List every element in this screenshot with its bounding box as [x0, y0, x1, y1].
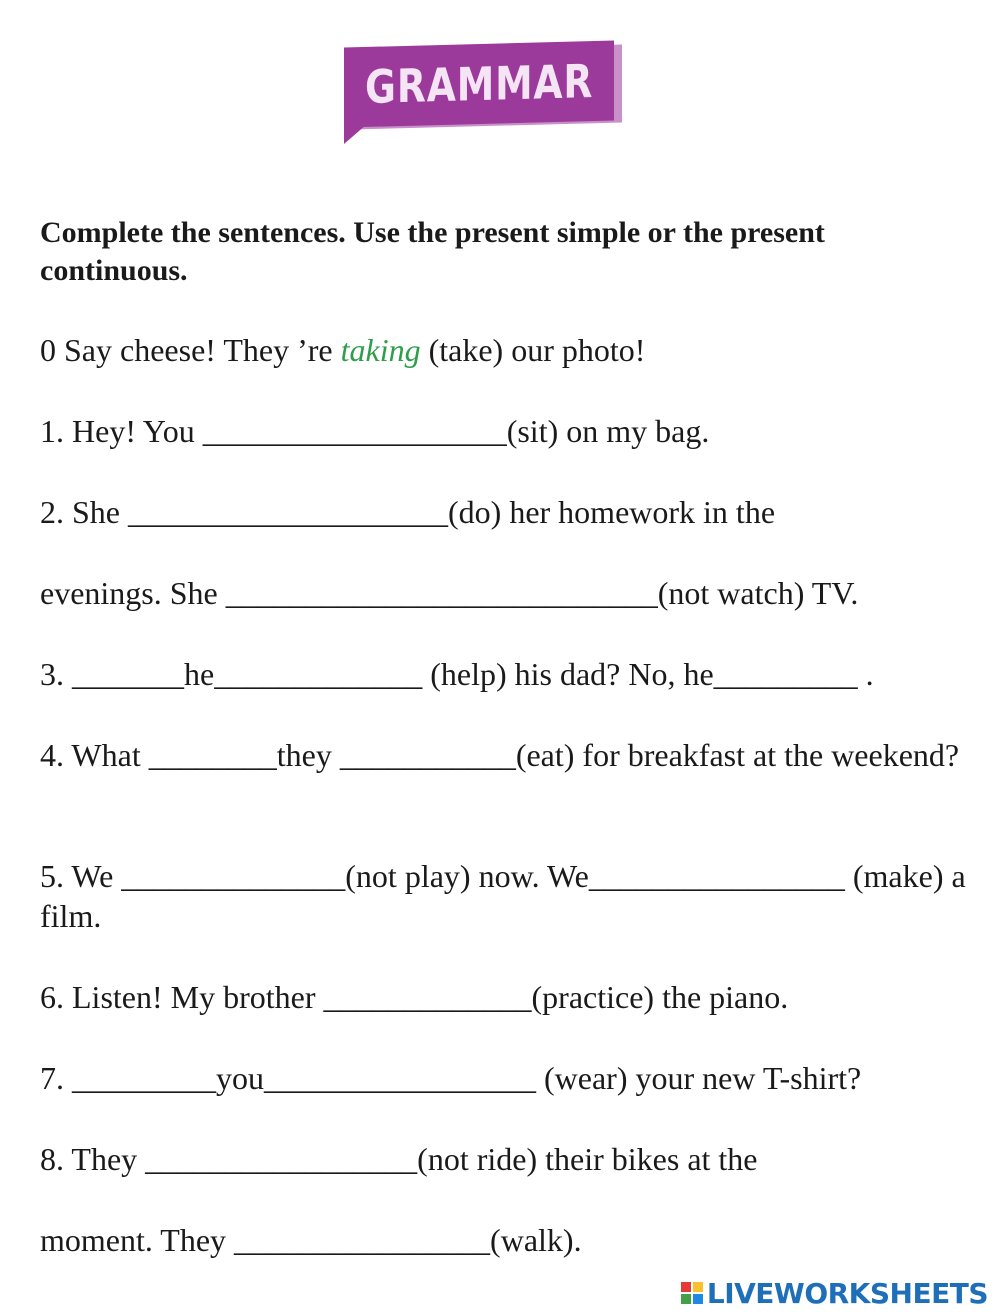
example-prefix: 0 Say cheese! They ’re	[40, 332, 341, 368]
banner-box	[344, 40, 614, 127]
logo-icon	[681, 1282, 703, 1304]
exercise-line-2a: 2. She ____________________(do) her homework in the	[40, 494, 776, 530]
exercise-line-4: 4. What ________they ___________(eat) for breakfast at the weekend?	[40, 737, 960, 773]
banner-label: GRAMMAR	[364, 54, 594, 114]
exercise-line-3: 3. _______he_____________ (help) his dad? No, he_________ .	[40, 656, 874, 692]
instructions: Complete the sentences. Use the present simple or the present continuous.	[40, 216, 825, 287]
logo-block-green	[681, 1294, 691, 1304]
exercise-line-7: 7. _________you_________________ (wear) your new T-shirt?	[40, 1060, 862, 1096]
logo-text: LIVEWORKSHEETS	[706, 1276, 988, 1310]
logo-block-red	[681, 1282, 691, 1292]
example-sentence	[40, 330, 645, 370]
exercise-line-6: 6. Listen! My brother _____________(practice) the piano.	[40, 979, 789, 1015]
exercise-line-2b: evenings. She ___________________________(not watch) TV.	[40, 575, 859, 611]
exercise-line-8b: moment. They ________________(walk).	[40, 1222, 582, 1258]
logo-block-blue	[693, 1294, 703, 1304]
logo-block-yellow	[693, 1282, 703, 1292]
grammar-banner	[340, 42, 630, 157]
example-answer: taking	[340, 332, 421, 368]
exercise-line-5: 5. We ______________(not play) now. We________________ (make) a film.	[40, 858, 966, 934]
example-suffix: (take) our photo!	[420, 332, 646, 368]
exercise-line-8a: 8. They _________________(not ride) their bikes at the	[40, 1141, 758, 1177]
banner-tail	[344, 118, 374, 144]
exercise-line-1: 1. Hey! You ___________________(sit) on my bag.	[40, 413, 710, 449]
liveworksheets-logo	[681, 1276, 988, 1310]
